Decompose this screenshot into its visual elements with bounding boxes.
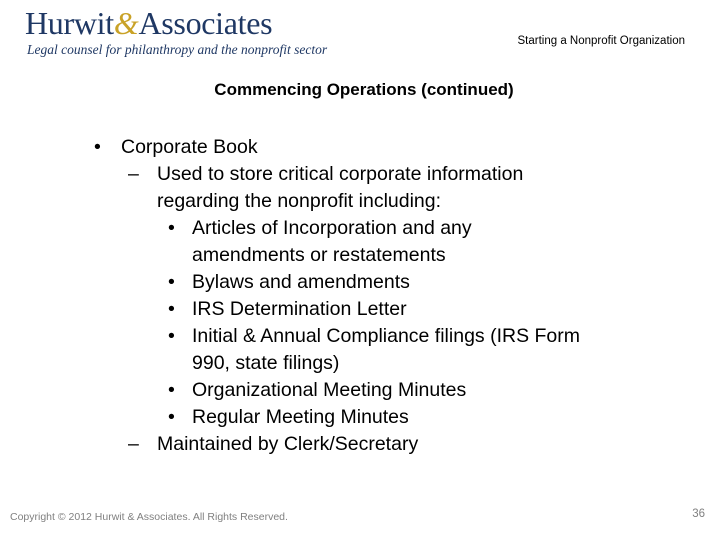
- logo-ampersand: &: [113, 5, 139, 41]
- copyright-notice: Copyright © 2012 Hurwit & Associates. All Rights Reserved.: [10, 511, 288, 523]
- logo-name-part2: Associates: [138, 5, 273, 41]
- item-articles-line1: Articles of Incorporation and any: [192, 217, 472, 239]
- item-irs-letter: IRS Determination Letter: [192, 298, 407, 320]
- page-number: 36: [692, 508, 705, 520]
- bullet-marker: •: [168, 271, 175, 293]
- subbullet-purpose-line2: regarding the nonprofit including:: [157, 190, 442, 212]
- subbullet-purpose-line1: Used to store critical corporate information: [157, 163, 524, 185]
- logo-wordmark: [25, 6, 272, 40]
- dash-marker: –: [128, 163, 139, 185]
- dash-marker: –: [128, 433, 139, 455]
- item-articles-line2: amendments or restatements: [192, 244, 446, 266]
- item-regular-minutes: Regular Meeting Minutes: [192, 406, 409, 428]
- bullet-marker: •: [168, 298, 175, 320]
- bullet-marker: •: [168, 217, 175, 239]
- item-org-minutes: Organizational Meeting Minutes: [192, 379, 467, 401]
- bullet-marker: •: [168, 379, 175, 401]
- logo-name-part1: Hurwit: [25, 5, 114, 41]
- subbullet-maintained-by: Maintained by Clerk/Secretary: [157, 433, 419, 455]
- item-bylaws: Bylaws and amendments: [192, 271, 410, 293]
- bullet-marker: •: [168, 325, 175, 347]
- bullet-marker: •: [94, 136, 101, 158]
- item-compliance-line1: Initial & Annual Compliance filings (IRS Form: [192, 325, 580, 347]
- header-topic: Starting a Nonprofit Organization: [517, 35, 685, 47]
- bullet-corporate-book: Corporate Book: [121, 136, 258, 158]
- slide-title: Commencing Operations (continued): [214, 80, 514, 99]
- item-compliance-line2: 990, state filings): [192, 352, 340, 374]
- logo-tagline: Legal counsel for philanthropy and the nonprofit sector: [27, 42, 328, 57]
- firm-logo: [25, 5, 328, 62]
- bullet-marker: •: [168, 406, 175, 428]
